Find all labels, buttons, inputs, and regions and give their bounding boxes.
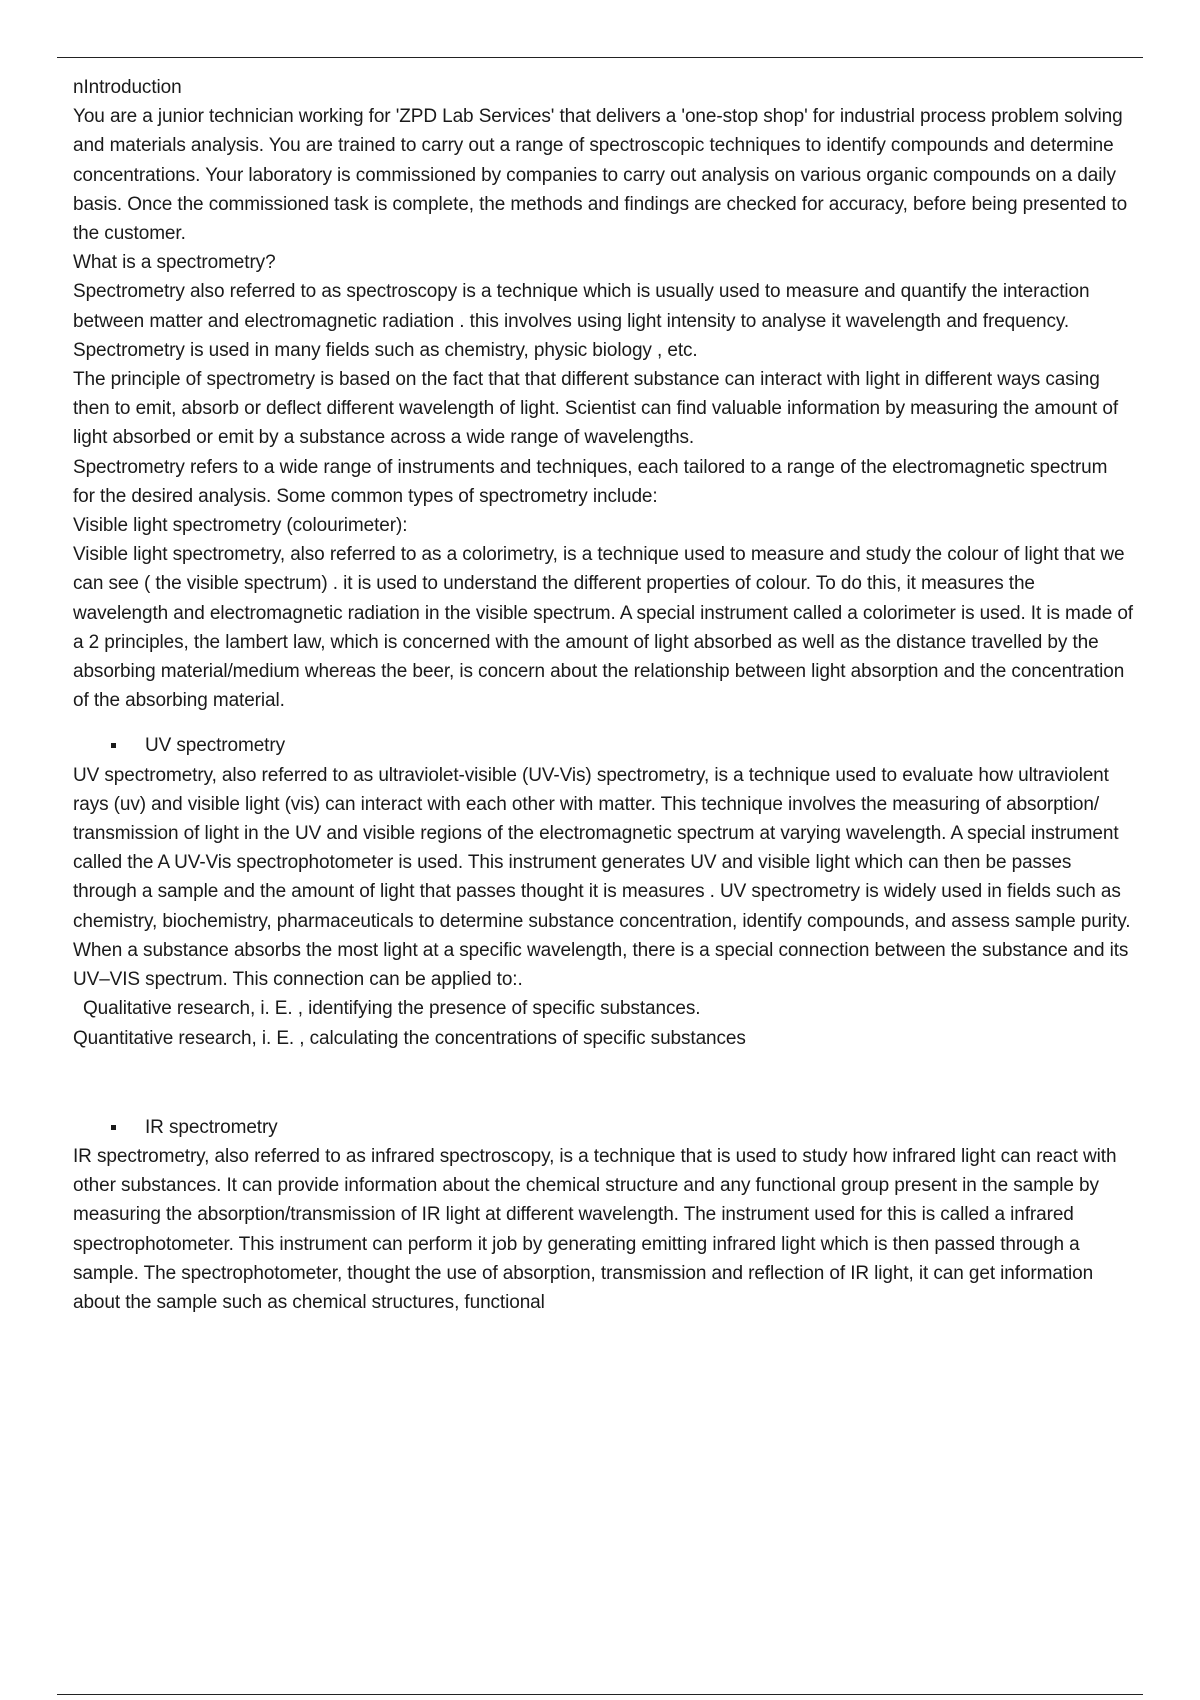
document-page xyxy=(73,73,1133,1317)
intro-heading: nIntroduction xyxy=(73,77,182,98)
uv-bullet-label: UV spectrometry xyxy=(145,735,285,757)
top-rule xyxy=(57,57,1143,58)
ir-bullet-label: IR spectrometry xyxy=(145,1116,278,1138)
ir-bullet-item xyxy=(73,1113,1133,1142)
spectrometry-paragraph-1: Spectrometry also referred to as spectroscopy is a technique which is usually used to measure and quantify the interaction between matter and electromagnetic radiation . this involves using light intensity to analyse it wavelength and frequency. Spectrometry is used in many fields such as chemistry, physic biology , etc. xyxy=(73,281,1090,361)
ir-paragraph: IR spectrometry, also referred to as infrared spectroscopy, is a technique that is used to study how infrared light can react with other substances. It can provide information about the chemical structure and any functional group present in the sample by measuring the absorption/transmission of IR light at different wavelength. The instrument used for this is called a infrared spectrophotometer. This instrument can perform it job by generating emitting infrared light which is then passed through a sample. The spectrophotometer, thought the use of absorption, transmission and reflection of IR light, it can get information about the sample such as chemical structures, functional xyxy=(73,1145,1117,1313)
qualitative-line: Qualitative research, i. E. , identifying the presence of specific substances. xyxy=(83,998,701,1020)
quantitative-line: Quantitative research, i. E. , calculating the concentrations of specific substances xyxy=(73,1027,746,1049)
spectrometry-heading: What is a spectrometry? xyxy=(73,252,276,274)
spectrometry-paragraph-2: The principle of spectrometry is based on the fact that that different substance can interact with light in different ways casing then to emit, absorb or deflect different wavelength of light. Scientist can find valuable information by measuring the amount of light absorbed or emit by a substance across a wide range of wavelengths. xyxy=(73,369,1119,449)
bullet-square-icon xyxy=(111,743,116,748)
uv-bullet-item xyxy=(73,731,1133,760)
visible-paragraph: Visible light spectrometry, also referred to as a colorimetry, is a technique used to measure and study the colour of light that we can see ( the visible spectrum) . it is used to understand the different properties of colour. To do this, it measures the wavelength and electromagnetic radiation in the visible spectrum. A special instrument called a colorimeter is used. It is made of a 2 principles, the lambert law, which is concerned with the amount of light absorbed as well as the distance travelled by the absorbing material/medium whereas the beer, is concern about the relationship between light absorption and the concentration of the absorbing material. xyxy=(73,544,1133,712)
uv-paragraph: UV spectrometry, also referred to as ultraviolet-visible (UV-Vis) spectrometry, is a technique used to evaluate how ultraviolent rays (uv) and visible light (vis) can interact with each other with matter. This technique involves the measuring of absorption/ transmission of light in the UV and visible regions of the electromagnetic spectrum at varying wavelength. A special instrument called the A UV-Vis spectrophotometer is used. This instrument generates UV and visible light which can then be passes through a sample and the amount of light that passes thought it is measures . UV spectrometry is widely used in fields such as chemistry, biochemistry, pharmaceuticals to determine substance concentration, identify compounds, and assess sample purity. When a substance absorbs the most light at a specific wavelength, there is a special connection between the substance and its UV–VIS spectrum. This connection can be applied to:. xyxy=(73,764,1131,991)
intro-paragraph: You are a junior technician working for 'ZPD Lab Services' that delivers a 'one-stop shop' for industrial process problem solving and materials analysis. You are trained to carry out a range of spectroscopic techniques to identify compounds and determine concentrations. Your laboratory is commissioned by companies to carry out analysis on various organic compounds on a daily basis. Once the commissioned task is complete, the methods and findings are checked for accuracy, before being presented to the customer. xyxy=(73,106,1128,245)
spectrometry-paragraph-3: Spectrometry refers to a wide range of instruments and techniques, each tailored to a range of the electromagnetic spectrum for the desired analysis. Some common types of spectrometry include: xyxy=(73,456,1108,507)
bullet-square-icon xyxy=(111,1125,116,1130)
visible-heading: Visible light spectrometry (colourimeter): xyxy=(73,515,408,537)
bottom-rule xyxy=(57,1694,1143,1695)
